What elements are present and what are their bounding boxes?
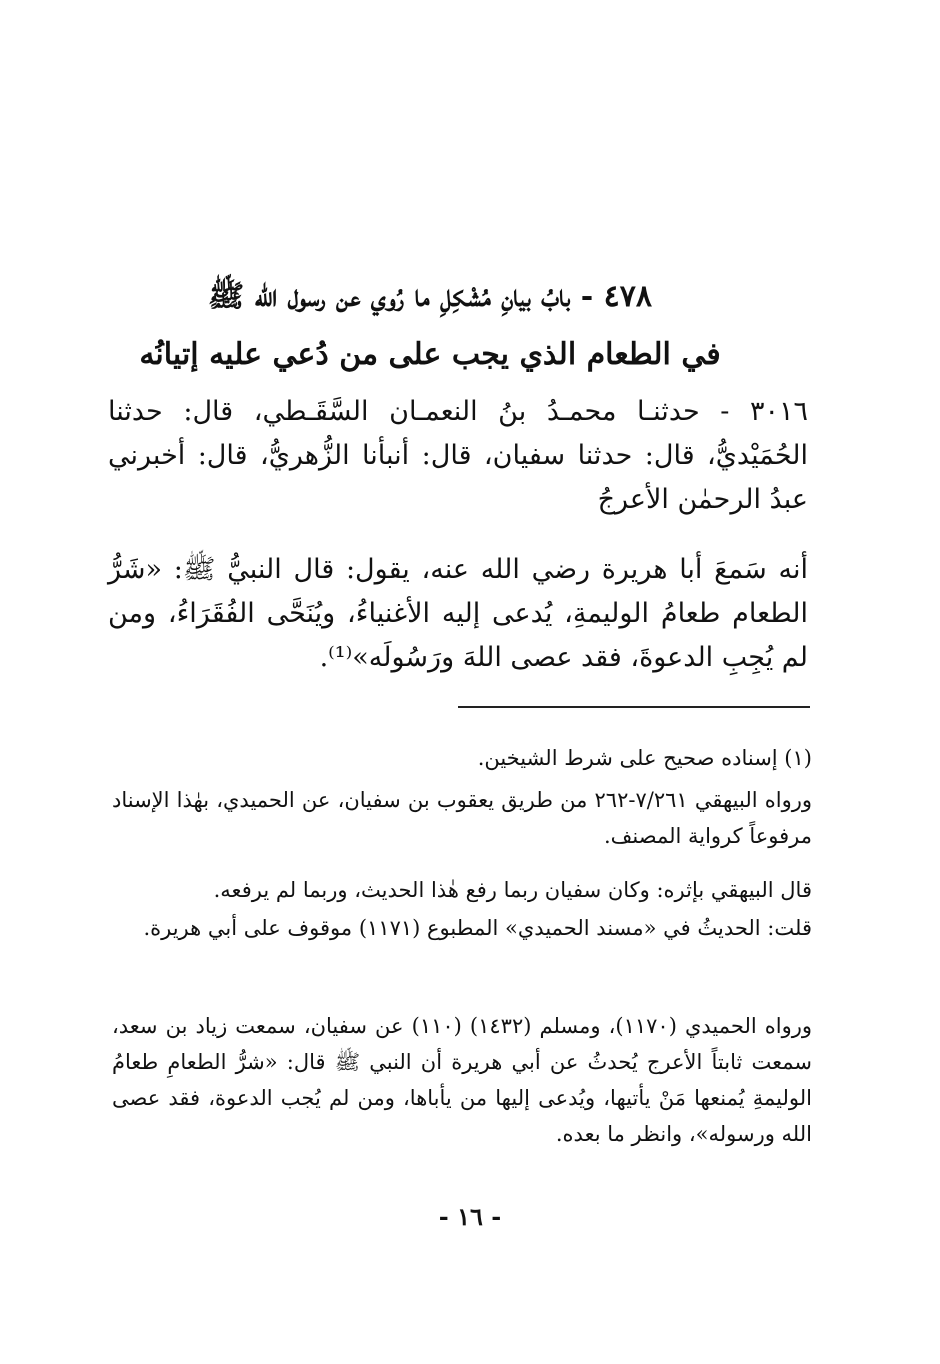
footnote-1: (١) إسناده صحيح على شرط الشيخين. [477, 746, 812, 770]
hadith-isnad: ٣٠١٦ - حدثنـا محمـدُ بنُ النعمـان السَّقَـطي، قال: حدثنا الحُمَيْديُّ، قال: حدثنا سفيان، قال: أنبأنا الزُّهريُّ، قال: أخبرني عبدُ الرحمٰن الأعرجُ [108, 396, 808, 515]
footnote-separator [458, 706, 810, 708]
hadith-matn: أنه سَمعَ أبا هريرة رضي الله عنه، يقول: قال النبيُّ ﷺ: «شَرُّ الطعام طعامُ الوليمةِ، يُدعى إليه الأغنياءُ، ويُنَحَّى الفُقَرَاءُ، ومن لم يُجِبِ الدعوةَ، فقد عصى اللهَ ورَسُولَه»⁽¹⁾. [108, 554, 808, 673]
footnote-humaydi-note: قلت: الحديثُ في «مسند الحميدي» المطبوع (١١٧١) موقوف على أبي هريرة. [143, 916, 812, 940]
footnote-muslim-reference: ورواه الحميدي (١١٧٠)، ومسلم (١٤٣٢) (١١٠) عن سفيان، سمعت زياد بن سعد، سمعت ثابتاً الأعرج يُحدثُ عن أبي هريرة أن النبي ﷺ قال: «شرُّ الطعامِ طعامُ الوليمةِ يُمنعها مَنْ يأتيها، ويُدعى إليها من يأباها، ومن لم يُجب الدعوة، فقد عصى الله ورسوله»، وانظر ما بعده. [112, 1014, 813, 1146]
page-number: - ١٦ - [438, 1202, 502, 1231]
chapter-title-line-1: ٤٧٨ - بابُ بيانِ مُشْكِلِ ما رُوي عن رسول الله ﷺ [208, 279, 652, 314]
footnote-bayhaqi-reference: ورواه البيهقي ٧/٢٦١-٢٦٢ من طريق يعقوب بن سفيان، عن الحميدي، بهٰذا الإسناد مرفوعاً كرواية المصنف. [112, 788, 812, 848]
footnote-bayhaqi-comment: قال البيهقي بإثره: وكان سفيان ربما رفع هٰذا الحديث، وربما لم يرفعه. [213, 878, 812, 902]
chapter-title-line-2: في الطعام الذي يجب على من دُعي عليه إتيانُه [139, 337, 721, 372]
